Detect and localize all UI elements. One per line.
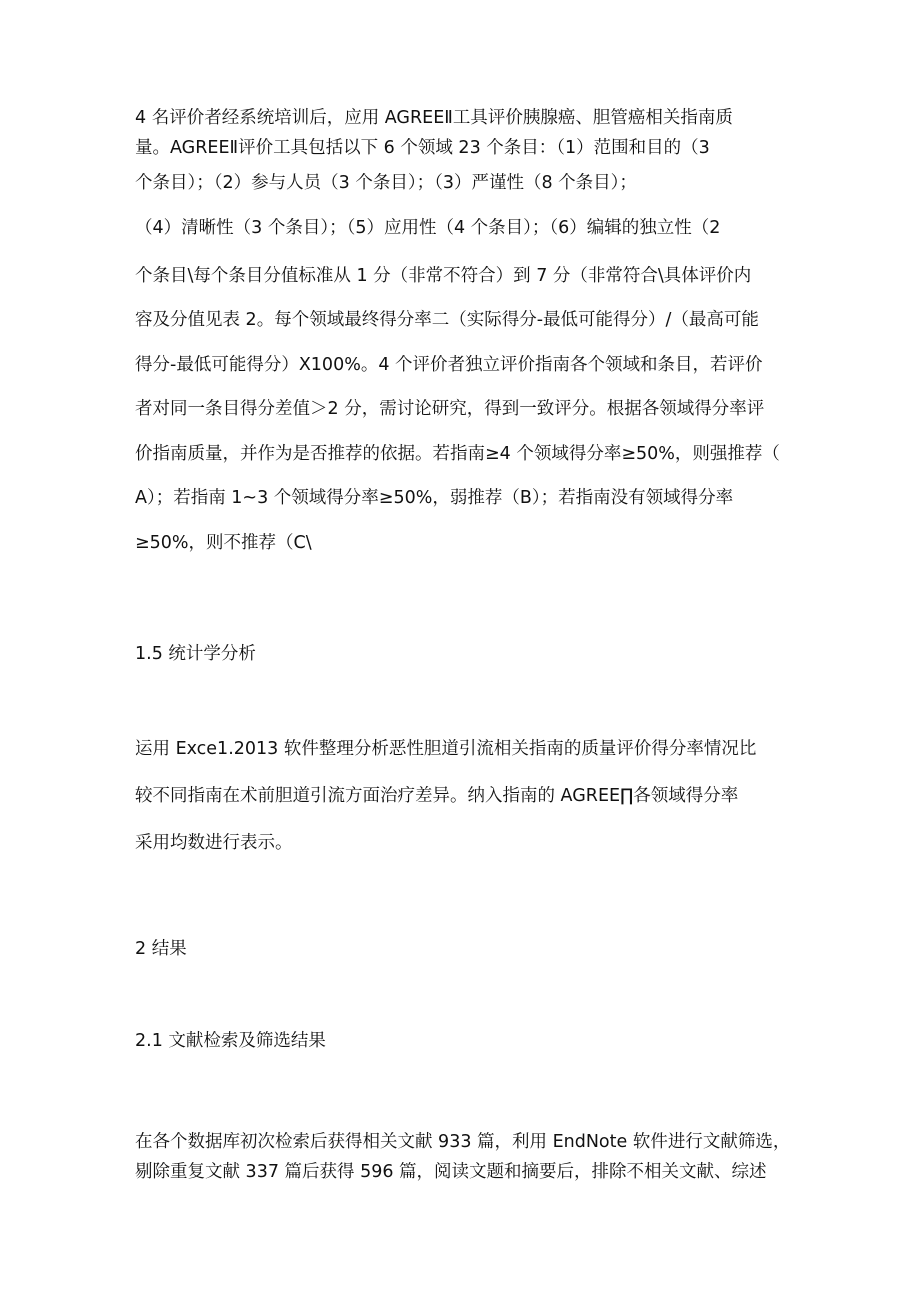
text-line: （4）清晰性（3 个条目）；（5）应用性（4 个条目）；（6）编辑的独立性（2 <box>135 218 721 238</box>
text-line: 个条目\每个条目分值标准从 1 分（非常不符合）到 7 分（非常符合\具体评价内 <box>135 266 752 286</box>
text-line: 运用 Exce1.2013 软件整理分析恶性胆道引流相关指南的质量评价得分率情况比 <box>135 739 757 759</box>
paragraph-agree-method <box>135 103 800 567</box>
paragraph-literature-search <box>135 1127 800 1187</box>
text-line: 价指南质量，并作为是否推荐的依据。若指南≥4 个领域得分率≥50%，则强推荐（ <box>135 444 780 464</box>
text-line: 量。AGREEⅡ评价工具包括以下 6 个领域 23 个条目：（1）范围和目的（3 <box>135 138 710 158</box>
text-line: 较不同指南在术前胆道引流方面治疗差异。纳入指南的 AGREE∏各领域得分率 <box>135 786 739 806</box>
text-line: A）；若指南 1~3 个领域得分率≥50%，弱推荐（B）；若指南没有领域得分率 <box>135 488 734 508</box>
section-heading-2-1: 2.1 文献检索及筛选结果 <box>135 1031 326 1051</box>
text-line: ≥50%，则不推荐（C\ <box>135 533 312 553</box>
paragraph-statistics <box>135 735 800 876</box>
text-line: 容及分值见表 2。每个领域最终得分率二（实际得分-最低可能得分）/（最高可能 <box>135 310 759 330</box>
text-line: 得分-最低可能得分）X100%。4 个评价者独立评价指南各个领域和条目，若评价 <box>135 355 763 375</box>
text-line: 在各个数据库初次检索后获得相关文献 933 篇，利用 EndNote 软件进行文献筛选， <box>135 1132 791 1152</box>
text-line: 采用均数进行表示。 <box>135 833 293 853</box>
text-line: 4 名评价者经系统培训后，应用 AGREEⅡ工具评价胰腺癌、胆管癌相关指南质 <box>135 108 733 128</box>
text-line: 个条目）；（2）参与人员（3 个条目）；（3）严谨性（8 个条目）； <box>135 173 637 193</box>
section-heading-2: 2 结果 <box>135 939 187 959</box>
text-line: 者对同一条目得分差值＞2 分，需讨论研究，得到一致评分。根据各领域得分率评 <box>135 399 765 419</box>
text-line: 剔除重复文献 337 篇后获得 596 篇，阅读文题和摘要后，排除不相关文献、综述 <box>135 1162 767 1182</box>
section-heading-1-5: 1.5 统计学分析 <box>135 644 256 664</box>
